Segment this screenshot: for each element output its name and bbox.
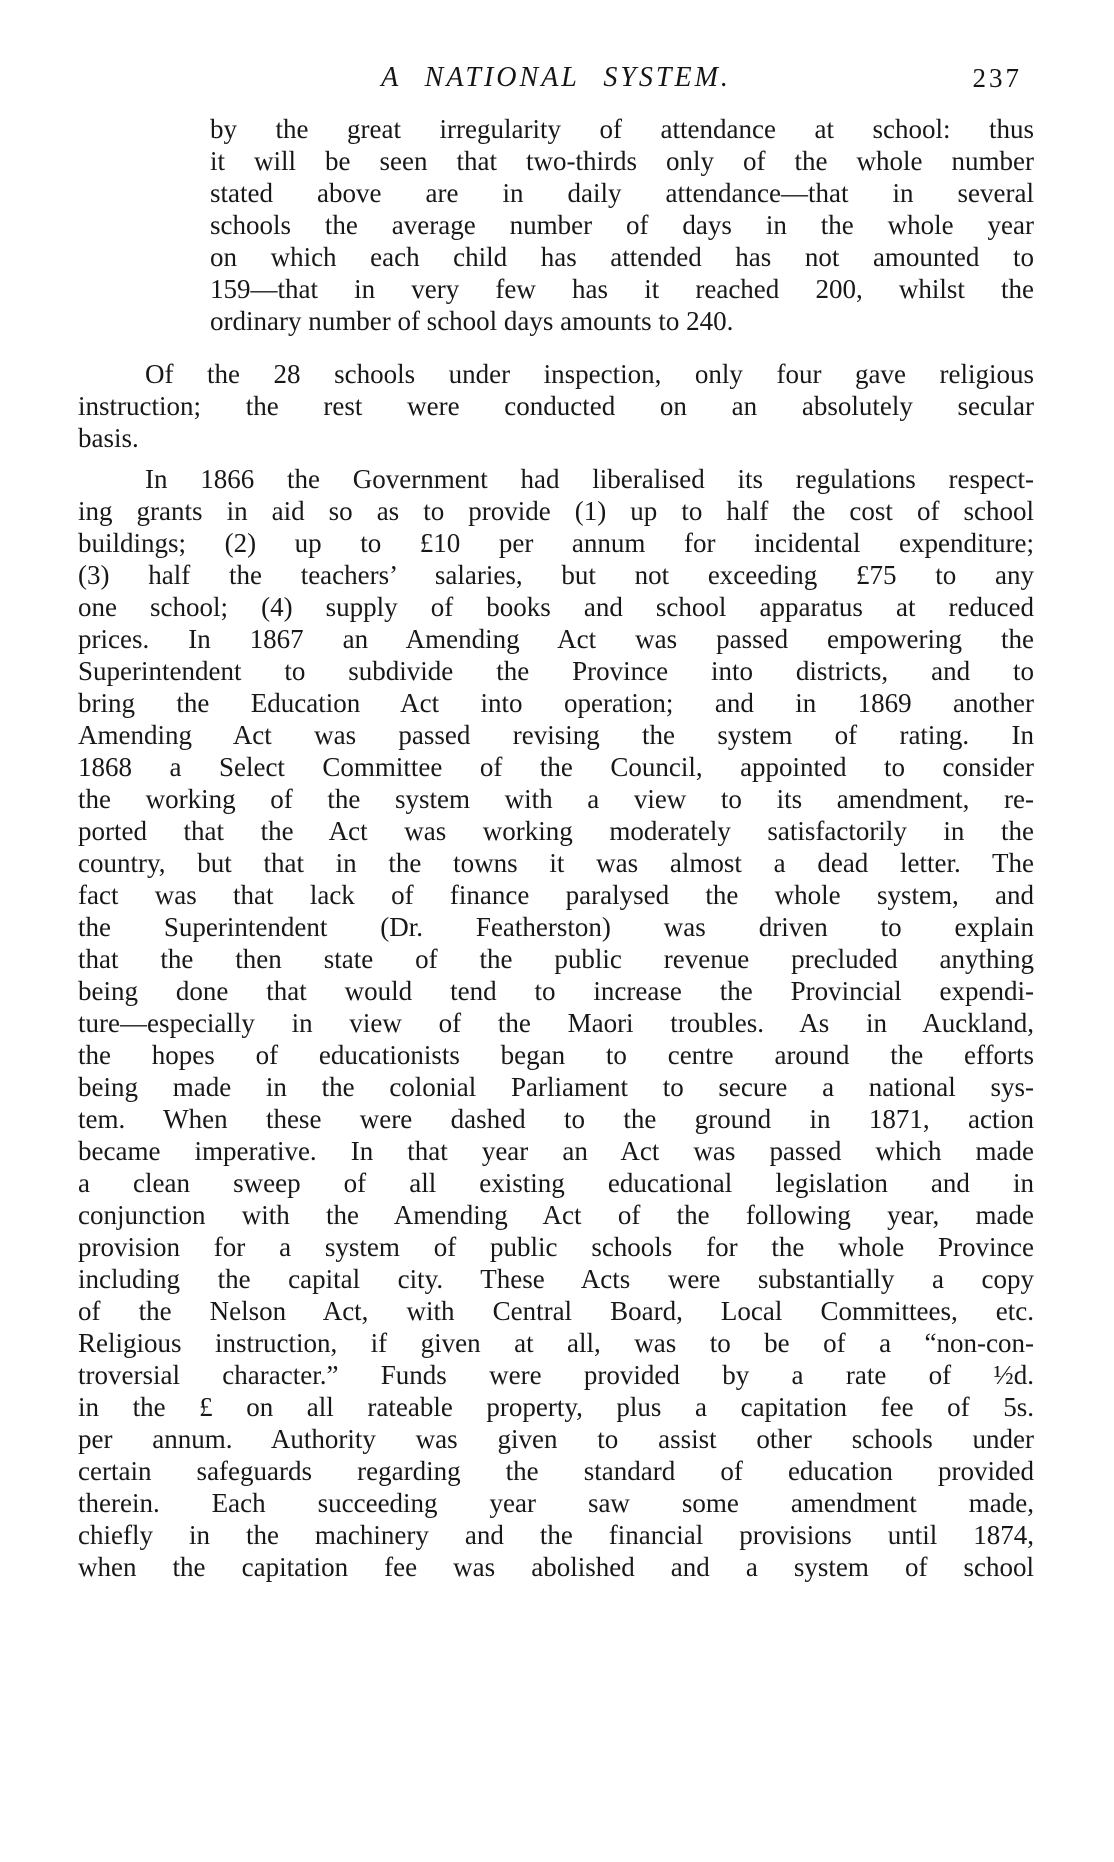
- text-line: by the great irregularity of attendance at school: thus: [210, 114, 1034, 144]
- paragraph: [78, 358, 1034, 454]
- text-line: Of the 28 schools under inspection, only four gave religious: [145, 359, 1034, 389]
- text-line: being done that would tend to increase the Provincial expendi-: [78, 976, 1034, 1006]
- text-line: 159—that in very few has it reached 200, whilst the: [210, 274, 1034, 304]
- page-number: 237: [972, 63, 1022, 93]
- text-line: tem. When these were dashed to the ground in 1871, action: [78, 1104, 1034, 1134]
- text-line: in the £ on all rateable property, plus a capitation fee of 5s.: [78, 1392, 1034, 1422]
- text-line: Superintendent to subdivide the Province into districts, and to: [78, 656, 1034, 686]
- text-line: therein. Each succeeding year saw some amendment made,: [78, 1488, 1034, 1518]
- text-line: the Superintendent (Dr. Featherston) was driven to explain: [78, 912, 1034, 942]
- text-line: basis.: [78, 423, 139, 453]
- text-line: it will be seen that two-thirds only of the whole number: [210, 146, 1034, 176]
- text-line: ing grants in aid so as to provide (1) up to half the cost of school: [78, 496, 1034, 526]
- text-line: schools the average number of days in the whole year: [210, 210, 1034, 240]
- text-line: (3) half the teachers’ salaries, but not exceeding £75 to any: [78, 560, 1034, 590]
- text-line: country, but that in the towns it was almost a dead letter. The: [78, 848, 1034, 878]
- text-line: stated above are in daily attendance—that in several: [210, 178, 1034, 208]
- text-line: ture—especially in view of the Maori troubles. As in Auckland,: [78, 1008, 1034, 1038]
- text-line: on which each child has attended has not amounted to: [210, 242, 1034, 272]
- text-line: when the capitation fee was abolished and a system of school: [78, 1552, 1034, 1582]
- text-line: of the Nelson Act, with Central Board, Local Committees, etc.: [78, 1296, 1034, 1326]
- text-line: the working of the system with a view to its amendment, re-: [78, 784, 1034, 814]
- indented-quote-paragraph: [210, 113, 1034, 337]
- text-line: troversial character.” Funds were provided by a rate of ½d.: [78, 1360, 1034, 1390]
- text-line: the hopes of educationists began to centre around the efforts: [78, 1040, 1034, 1070]
- text-line: that the then state of the public revenue precluded anything: [78, 944, 1034, 974]
- text-line: In 1866 the Government had liberalised its regulations respect-: [145, 464, 1034, 494]
- text-line: a clean sweep of all existing educational legislation and in: [78, 1168, 1034, 1198]
- text-line: ported that the Act was working moderately satisfactorily in the: [78, 816, 1034, 846]
- text-line: per annum. Authority was given to assist other schools under: [78, 1424, 1034, 1454]
- text-line: including the capital city. These Acts were substantially a copy: [78, 1264, 1034, 1294]
- text-line: certain safeguards regarding the standard of education provided: [78, 1456, 1034, 1486]
- text-line: fact was that lack of finance paralysed the whole system, and: [78, 880, 1034, 910]
- text-line: became imperative. In that year an Act was passed which made: [78, 1136, 1034, 1166]
- text-line: Religious instruction, if given at all, was to be of a “non-con-: [78, 1328, 1034, 1358]
- text-line: instruction; the rest were conducted on an absolutely secular: [78, 391, 1034, 421]
- page-title: A NATIONAL SYSTEM.: [381, 62, 731, 93]
- text-line: ordinary number of school days amounts to 240.: [210, 306, 734, 336]
- text-line: 1868 a Select Committee of the Council, appointed to consider: [78, 752, 1034, 782]
- paragraph: [78, 463, 1034, 1583]
- text-line: being made in the colonial Parliament to secure a national sys-: [78, 1072, 1034, 1102]
- text-line: chiefly in the machinery and the financial provisions until 1874,: [78, 1520, 1034, 1550]
- text-line: buildings; (2) up to £10 per annum for incidental expenditure;: [78, 528, 1034, 558]
- text-line: conjunction with the Amending Act of the following year, made: [78, 1200, 1034, 1230]
- text-line: bring the Education Act into operation; and in 1869 another: [78, 688, 1034, 718]
- text-line: prices. In 1867 an Amending Act was passed empowering the: [78, 624, 1034, 654]
- page-body: [78, 113, 1034, 1583]
- text-line: Amending Act was passed revising the system of rating. In: [78, 720, 1034, 750]
- text-line: one school; (4) supply of books and school apparatus at reduced: [78, 592, 1034, 622]
- text-line: provision for a system of public schools for the whole Province: [78, 1232, 1034, 1262]
- running-header: [78, 62, 1034, 98]
